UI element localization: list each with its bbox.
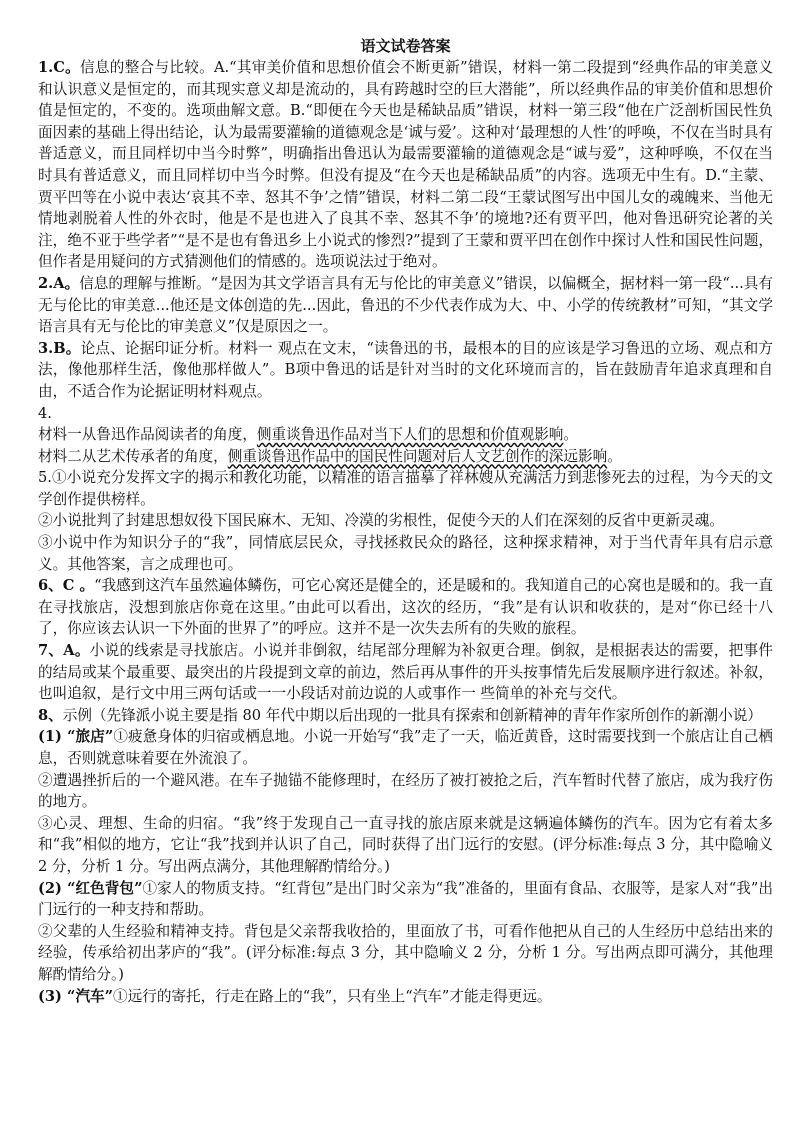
answer-8-section-3-point-1 bbox=[38, 986, 773, 1008]
answer-number: 8、 bbox=[38, 706, 63, 724]
answer-8-section-1-point-2: ②遭遇挫折后的一个避风港。在车子抛锚不能修理时，在经历了被打被抢之后，汽车暂时代替了旅店，成为我疗伤的地方。 bbox=[38, 771, 773, 811]
answer-text: 材料二从艺术传承者的角度， bbox=[38, 447, 228, 465]
answer-4-line-2 bbox=[38, 446, 773, 468]
answer-text: ①小说充分发挥文字的揭示和教化功能，以精准的语言描摹了祥林嫂从充满活力到悲惨死去的过程，为今天的文学创作提供榜样。 bbox=[38, 469, 773, 508]
section-label: (3) “汽车” bbox=[38, 987, 114, 1005]
answer-5-point-1 bbox=[38, 467, 773, 510]
answer-5-point-2: ②小说批判了封建思想奴役下国民麻木、无知、冷漠的劣根性，促使今天的人们在深刻的反省中更新灵魂。 bbox=[38, 512, 724, 530]
answer-2 bbox=[38, 273, 773, 338]
answer-sheet bbox=[38, 36, 773, 1007]
answer-text: ①家人的物质支持。“红背包”是出门时父亲为“我”准备的，里面有食品、衣服等，是家人对“我”出门远行的一种支持和帮助。 bbox=[38, 879, 773, 919]
underlined-text: 侧重谈鲁迅作品对当下人们的思想和价值观影响 bbox=[256, 426, 564, 444]
answer-number: 1.C。 bbox=[38, 59, 81, 76]
answer-text: 示例（先锋派小说主要是指 80 年代中期以后出现的一批具有探索和创新精神的青年作家所创作的新潮小说） bbox=[62, 706, 762, 724]
answer-4-number: 4. bbox=[38, 404, 52, 422]
answer-text: 小说的线索是寻找旅店。小说并非倒叙，结尾部分理解为补叙更合理。倒叙，是根据表达的需要，把事件的结局或某个最重要、最突出的片段提到文章的前边，然后再从事件的开头按事情先后发展顺序进行叙述。补叙，也叫追叙，是行文中用三两句话或一一小段话对前边说的人或事作一 些简单的补充与交代。 bbox=[38, 642, 773, 703]
answer-4-line-1 bbox=[38, 424, 773, 446]
answer-3 bbox=[38, 338, 773, 403]
answer-8-section-1-point-1 bbox=[38, 726, 773, 769]
answer-text: ①疲惫身体的归宿或栖息地。小说一开始写“我”走了一天，临近黄昏，这时需要找到一个旅店让自己栖息，否则就意味着要在外流浪了。 bbox=[38, 728, 773, 767]
answer-text: 。 bbox=[563, 426, 579, 444]
answer-number: 6、C 。 bbox=[38, 577, 95, 595]
underlined-text: 侧重谈鲁迅作品中的国民性问题对后人文艺创作的深远影响 bbox=[227, 447, 608, 465]
answer-text: “我感到这汽车虽然遍体鳞伤，可它心窝还是健全的，还是暖和的。我知道自己的心窝也是暖和的。我一直在寻找旅店，没想到旅店你竟在这里。”由此可以看出，这次的经历，“我”是有认识和收获的，是对“你已经十八了，你应该去认识一下外面的世界了”的呼应。这并不是一次失去所有的失败的旅程。 bbox=[38, 577, 773, 638]
section-label: (2) “红色背包” bbox=[38, 879, 143, 897]
answer-number: 3.B。 bbox=[38, 339, 81, 357]
answer-8-section-2-point-2: ②父辈的人生经验和精神支持。背包是父亲帮我收拾的，里面放了书，可看作他把从自己的人生经历中总结出来的经验，传承给初出茅庐的“我”。(评分标准:每点 3 分，其中隐喻义 2 分，分析 1 分。写出两点即可满分，其他理解酌情给分。) bbox=[38, 922, 773, 983]
answer-text: 信息的整合与比较。A.“其审美价值和思想价值会不断更新”错误，材料一第二段提到“经典作品的审美意义和认识意义是恒定的，而其现实意义却是流动的，具有跨越时空的巨大潜能”，所以经典作品的审美价值和思想价值是恒定的，不变的。选项曲解文意。B.“即便在今天也是稀缺品质”错误，材料一第三段“他在广泛剖析国民性负面因素的基础上得出结论，认为最需要灌输的道德观念是‘诚与爱’。这种对‘最理想的人性’的呼唤，不仅在当时具有普适意义，而且同样切中当今时弊”，明确指出鲁迅认为最需要灌输的道德观念是“诚与爱”，这种呼唤，不仅在当时具有普适意义，而且同样切中当今时弊。但没有提及“在今天也是稀缺品质”的内容。选项无中生有。D.“主蒙、贾平凹等在小说中表达‘哀其不幸、怒其不争’之情”错误，材料二第二段“王蒙试图写出中国儿女的魂魄来、当他无情地剥脱着人性的外衣时，他是不是也进入了良其不幸、怒其不争’的境地?还有贾平凹，他对鲁迅研究论著的关注，绝不亚于些学者”“是不是也有鲁迅乡上小说式的惨烈?”提到了王蒙和贾平凹在创作中探讨人性和国民性问题，但作者是用疑问的方式猜测他们的情感的。选项说法过于绝对。 bbox=[38, 59, 773, 271]
page-title: 语文试卷答案 bbox=[360, 37, 451, 55]
answer-text: 论点、论据印证分析。材料一 观点在文末，“读鲁迅的书，最根本的目的应该是学习鲁迅的立场、观点和方法，像他那样生活，像他那样做人”。B项中鲁迅的话是针对当时的文化环境而言的，旨在鼓励青年追求真理和自由，不适合作为论据证明材料观点。 bbox=[38, 339, 774, 400]
answer-7 bbox=[38, 640, 773, 705]
answer-text: 材料一从鲁迅作品阅读者的角度， bbox=[38, 426, 257, 444]
answer-number: 5. bbox=[38, 469, 52, 487]
answer-number: 7、A。 bbox=[38, 642, 90, 660]
answer-8-section-1-point-3: ③心灵、理想、生命的归宿。“我”终于发现自己一直寻找的旅店原来就是这辆遍体鳞伤的汽车。因为它有着太多和“我”相似的地方，它让“我”找到并认识了自己，同时获得了出门远行的安慰。(评分标准:每点 3 分，其中隐喻义 2 分，分析 1 分。写出两点满分，其他理解酌情给分。) bbox=[38, 814, 773, 875]
answer-8-section-2-point-1 bbox=[38, 878, 773, 921]
answer-text: 信息的理解与推断。“是因为其文学语言具有无与伦比的审美意义”错误，以偏概全，据材料一第一段“...具有无与伦比的审美意...他还是文体创造的先...因此，鲁迅的不少代表作成为大、中、小学的传统教材”可知，“其文学语言具有无与伦比的审美意义”仅是原因之一。 bbox=[38, 274, 773, 336]
answer-8-intro bbox=[38, 705, 773, 727]
answer-5-point-3: ③小说中作为知识分子的“我”，同情底层民众，寻找拯救民众的路径，这种探求精神，对于当代青年具有启示意义。其他答案，言之成理也可。 bbox=[38, 534, 773, 573]
answer-number: 2.A。 bbox=[38, 274, 80, 292]
answer-1 bbox=[38, 57, 773, 273]
answer-6 bbox=[38, 575, 773, 640]
answer-text: 。 bbox=[607, 447, 622, 465]
answer-text: ①远行的寄托，行走在路上的“我”，只有坐上“汽车”才能走得更远。 bbox=[113, 987, 552, 1005]
section-label: (1) “旅店” bbox=[38, 728, 114, 746]
